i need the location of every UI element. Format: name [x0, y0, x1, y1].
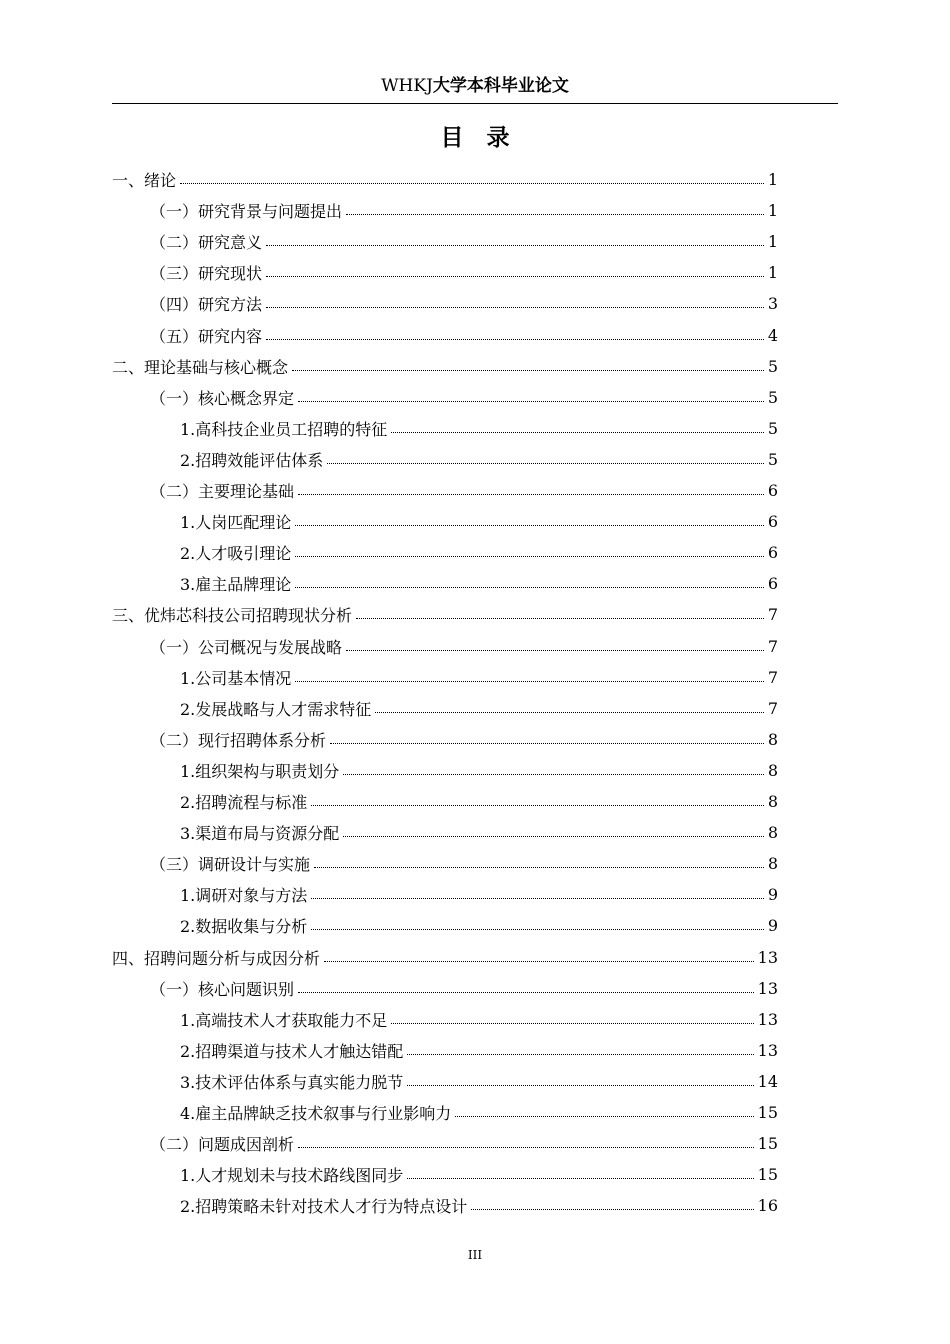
toc-entry[interactable]: [112, 320, 778, 351]
toc-entry-page: 8: [767, 729, 778, 749]
toc-leader-dots: [298, 401, 764, 402]
toc-entry[interactable]: [112, 817, 778, 848]
toc-entry-page: 6: [767, 574, 778, 594]
toc-leader-dots: [311, 898, 764, 899]
toc-entry[interactable]: [112, 1035, 778, 1066]
toc-entry-title: 四、招聘问题分析与成因分析: [112, 948, 321, 968]
toc-entry[interactable]: [112, 724, 778, 755]
toc-leader-dots: [343, 774, 764, 775]
toc-entry[interactable]: [112, 662, 778, 693]
toc-entry[interactable]: [112, 506, 778, 537]
toc-entry[interactable]: [112, 164, 778, 195]
toc-entry[interactable]: [112, 755, 778, 786]
toc-entry-page: 5: [767, 449, 778, 469]
toc-entry-title: 1.组织架构与职责划分: [180, 761, 340, 781]
toc-entry-title: 2.招聘流程与标准: [180, 793, 308, 812]
toc-entry-page: 4: [767, 325, 778, 345]
toc-entry[interactable]: [112, 288, 778, 319]
toc-entry[interactable]: [112, 195, 778, 226]
toc-leader-dots: [455, 1116, 753, 1117]
toc-entry-title: 1.人岗匹配理论: [180, 513, 292, 533]
toc-leader-dots: [330, 743, 764, 744]
toc-entry[interactable]: [112, 942, 778, 973]
toc-leader-dots: [356, 618, 764, 619]
toc-entry-title: 1.人才规划未与技术路线图同步: [180, 1166, 404, 1186]
toc-entry[interactable]: [112, 786, 778, 817]
toc-leader-dots: [266, 339, 764, 340]
toc-leader-dots: [407, 1054, 753, 1055]
toc-entry-page: 14: [757, 1071, 778, 1091]
toc-leader-dots: [407, 1085, 753, 1086]
toc-leader-dots: [298, 1147, 754, 1148]
toc-entry-title: 2.人才吸引理论: [180, 544, 292, 564]
toc-entry[interactable]: [112, 1066, 778, 1097]
toc-entry-title: （一）核心问题识别: [150, 979, 295, 999]
toc-entry-page: 6: [767, 481, 778, 500]
toc-entry[interactable]: [112, 475, 778, 506]
toc-entry-page: 9: [767, 885, 778, 905]
toc-entry-title: （一）研究背景与问题提出: [150, 202, 343, 222]
toc-leader-dots: [266, 307, 764, 308]
toc-entry[interactable]: [112, 1190, 778, 1221]
toc-leader-dots: [391, 432, 764, 433]
toc-entry[interactable]: [112, 599, 778, 630]
toc-leader-dots: [343, 836, 764, 837]
toc-entry[interactable]: [112, 879, 778, 910]
toc-leader-dots: [292, 370, 764, 371]
toc-leader-dots: [266, 276, 764, 277]
toc-entry-title: 一、绪论: [112, 171, 177, 190]
toc-entry[interactable]: [112, 444, 778, 475]
toc-entry-page: 5: [767, 387, 778, 407]
toc-leader-dots: [311, 805, 764, 806]
toc-entry-title: 2.数据收集与分析: [180, 917, 308, 937]
toc-entry-page: 3: [767, 294, 778, 314]
toc-entry-page: 5: [767, 418, 778, 438]
toc-entry-title: 1.高科技企业员工招聘的特征: [180, 419, 388, 439]
toc-entry-title: 4.雇主品牌缺乏技术叙事与行业影响力: [180, 1104, 452, 1123]
toc-entry-title: 2.招聘策略未针对技术人才行为特点设计: [180, 1197, 468, 1217]
toc-entry[interactable]: [112, 568, 778, 599]
toc-entry[interactable]: [112, 693, 778, 724]
toc-entry-title: 2.招聘渠道与技术人才触达错配: [180, 1041, 404, 1061]
toc-entry-title: 二、理论基础与核心概念: [112, 357, 289, 377]
toc-entry[interactable]: [112, 1128, 778, 1159]
toc-entry-title: （四）研究方法: [150, 295, 263, 315]
toc-entry-title: 1.高端技术人才获取能力不足: [180, 1010, 388, 1030]
toc-entry-page: 6: [767, 543, 778, 563]
toc-entry[interactable]: [112, 1004, 778, 1035]
toc-entry-page: 1: [767, 232, 778, 252]
toc-entry-title: 3.雇主品牌理论: [180, 575, 292, 595]
toc-entry-page: 15: [757, 1165, 778, 1185]
toc-leader-dots: [391, 1023, 753, 1024]
toc-entry[interactable]: [112, 631, 778, 662]
toc-entry-title: 3.技术评估体系与真实能力脱节: [180, 1072, 404, 1092]
toc-leader-dots: [346, 214, 764, 215]
toc-entry-page: 1: [767, 263, 778, 283]
toc-entry-page: 13: [757, 1040, 778, 1060]
toc-entry-page: 8: [767, 854, 778, 874]
toc-entry-title: （二）现行招聘体系分析: [150, 730, 327, 750]
toc-entry-title: （二）主要理论基础: [150, 482, 295, 501]
toc-leader-dots: [375, 712, 764, 713]
toc-entry-title: （一）核心概念界定: [150, 388, 295, 408]
toc-entry-page: 16: [757, 1196, 778, 1216]
toc-leader-dots: [298, 992, 754, 993]
toc-leader-dots: [346, 650, 764, 651]
toc-entry[interactable]: [112, 910, 778, 941]
toc-entry-title: 1.调研对象与方法: [180, 886, 308, 906]
toc-entry[interactable]: [112, 537, 778, 568]
toc-entry[interactable]: [112, 413, 778, 444]
toc-entry-page: 13: [757, 978, 778, 998]
toc-entry-title: 三、优炜芯科技公司招聘现状分析: [112, 606, 353, 626]
toc-entry-page: 7: [767, 605, 778, 625]
toc-entry-title: （二）研究意义: [150, 233, 263, 253]
toc-entry-page: 7: [767, 636, 778, 656]
toc-leader-dots: [295, 525, 764, 526]
toc-entry-page: 7: [767, 698, 778, 718]
toc-entry-page: 8: [767, 760, 778, 780]
toc-leader-dots: [180, 183, 764, 184]
toc-entry[interactable]: [112, 351, 778, 382]
toc-leader-dots: [298, 494, 764, 495]
toc-leader-dots: [327, 463, 764, 464]
toc-leader-dots: [295, 681, 764, 682]
toc-entry-title: （三）研究现状: [150, 264, 263, 284]
toc-entry-page: 15: [757, 1103, 778, 1122]
toc-title: 目 录: [440, 125, 510, 151]
toc-entry-title: （二）问题成因剖析: [150, 1135, 295, 1155]
toc-entry-page: 15: [757, 1134, 778, 1154]
toc-leader-dots: [266, 245, 764, 246]
toc-entry-title: 1.公司基本情况: [180, 668, 292, 688]
toc-entry-page: 13: [757, 1009, 778, 1029]
toc-entry-title: 3.渠道布局与资源分配: [180, 824, 340, 844]
page-header: [112, 74, 838, 98]
toc-entry-title: 2.发展战略与人才需求特征: [180, 699, 372, 719]
header-university: 大学本科毕业论文: [432, 76, 569, 96]
toc-leader-dots: [311, 929, 764, 930]
toc-entry-page: 9: [767, 916, 778, 936]
header-rule: [112, 103, 838, 104]
toc-entry-page: 8: [767, 823, 778, 843]
toc-entry-page: 7: [767, 667, 778, 687]
toc-entry-title: （三）调研设计与实施: [150, 855, 311, 875]
toc-entry[interactable]: [112, 1159, 778, 1190]
page-number: III: [467, 1248, 483, 1262]
toc-leader-dots: [407, 1178, 753, 1179]
toc-leader-dots: [471, 1209, 753, 1210]
toc-entry-title: （一）公司概况与发展战略: [150, 637, 343, 657]
toc-entry-page: 5: [767, 356, 778, 376]
toc-entry-page: 8: [767, 792, 778, 811]
toc-leader-dots: [314, 867, 764, 868]
toc-leader-dots: [295, 587, 764, 588]
toc-entry[interactable]: [112, 382, 778, 413]
header-prefix: WHKJ: [381, 76, 433, 96]
toc-entry-page: 13: [757, 947, 778, 967]
toc-entry[interactable]: [112, 848, 778, 879]
toc-entry-page: 1: [767, 201, 778, 221]
toc-leader-dots: [295, 556, 764, 557]
toc-entry[interactable]: [112, 226, 778, 257]
toc-entry-title: 2.招聘效能评估体系: [180, 450, 324, 470]
toc-entry[interactable]: [112, 257, 778, 288]
toc-entry[interactable]: [112, 973, 778, 1004]
toc-entry-page: 1: [767, 170, 778, 189]
toc-entry[interactable]: [112, 1097, 778, 1128]
toc-leader-dots: [324, 961, 754, 962]
toc-entry-title: （五）研究内容: [150, 326, 263, 346]
toc-entry-page: 6: [767, 512, 778, 532]
